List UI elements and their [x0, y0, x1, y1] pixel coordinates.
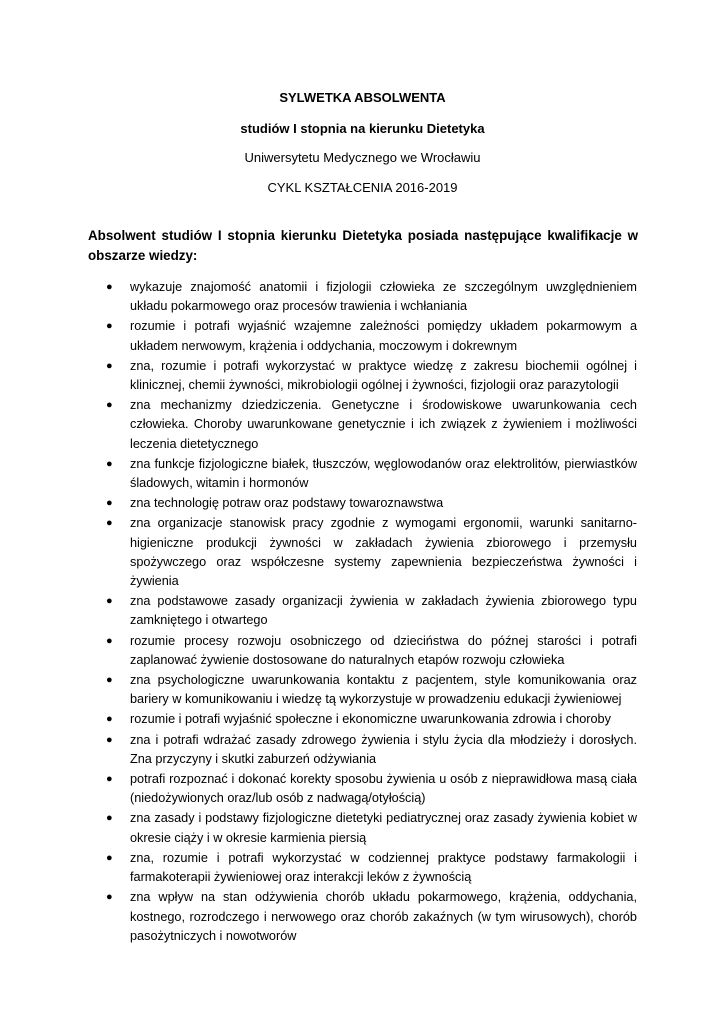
bullet-icon: ●	[106, 812, 113, 825]
list-item-text: zna wpływ na stan odżywienia chorób układu pokarmowego, krążenia, oddychania, kostnego, rozrodczego i nerwowego oraz chorób zakaźnych (w tym wirusowych), chorób pasożytniczych i nowotworów	[130, 890, 637, 943]
list-item-text: zna podstawowe zasady organizacji żywienia w zakładach żywienia zbiorowego typu zamkniętego i otwartego	[130, 594, 637, 628]
list-item	[0, 888, 637, 946]
list-item	[0, 770, 637, 808]
list-item	[0, 632, 637, 670]
list-item	[0, 671, 637, 709]
document-subtitle: studiów I stopnia na kierunku Dietetyka	[240, 121, 485, 136]
list-item-text: rozumie procesy rozwoju osobniczego od dzieciństwa do późnej starości i potrafi zaplanować żywienie dostosowane do naturalnych etapów rozwoju człowieka	[130, 633, 637, 667]
list-item-text: zna zasady i podstawy fizjologiczne dietetyki pediatrycznej oraz zasady żywienia kobiet w okresie ciąży i w okresie karmienia piersią	[130, 811, 637, 845]
list-item-text: zna technologię potraw oraz podstawy towaroznawstwa	[130, 496, 444, 511]
list-item	[0, 809, 637, 847]
education-cycle: CYKL KSZTAŁCENIA 2016-2019	[267, 180, 458, 195]
list-item	[0, 455, 637, 493]
bullet-icon: ●	[106, 773, 113, 786]
list-item-text: zna psychologiczne uwarunkowania kontaktu z pacjentem, style komunikowania oraz bariery w komunikowaniu i wiedzę tą wykorzystuje w prowadzeniu edukacji żywieniowej	[130, 673, 637, 707]
bullet-icon: ●	[106, 399, 113, 412]
list-item-text: zna mechanizmy dziedziczenia. Genetyczne i środowiskowe uwarunkowania cech człowieka. Choroby uwarunkowane genetycznie i ich związek z żywieniem i możliwości leczenia dietetycznego	[130, 398, 637, 451]
qualifications-list	[0, 278, 725, 947]
list-item	[0, 396, 637, 454]
list-item-text: zna funkcje fizjologiczne białek, tłuszczów, węglowodanów oraz elektrolitów, pierwiastków śladowych, witamin i hormonów	[130, 456, 637, 491]
list-item	[0, 317, 637, 355]
list-item	[0, 592, 637, 630]
bullet-icon: ●	[106, 517, 113, 530]
bullet-icon: ●	[106, 674, 113, 687]
list-item	[0, 357, 637, 395]
list-item	[0, 731, 637, 769]
list-item-text: zna, rozumie i potrafi wykorzystać w codziennej praktyce podstawy farmakologii i farmakoterapii żywieniowej oraz interakcji leków z żywnością	[130, 850, 637, 885]
bullet-icon: ●	[106, 281, 113, 293]
bullet-icon: ●	[106, 359, 113, 372]
document-title: SYLWETKA ABSOLWENTA	[279, 90, 446, 105]
bullet-icon: ●	[106, 713, 113, 726]
list-item	[0, 710, 637, 729]
list-item-text: potrafi rozpoznać i dokonać korekty sposobu żywienia u osób z nieprawidłowa masą ciała (niedożywionych oraz/lub osób z nadwagą/otyłością)	[130, 772, 637, 806]
intro-paragraph: Absolwent studiów I stopnia kierunku Dietetyka posiada następujące kwalifikacje w obszarze wiedzy:	[88, 228, 638, 263]
bullet-icon: ●	[106, 733, 113, 746]
bullet-icon: ●	[106, 891, 113, 904]
bullet-icon: ●	[106, 595, 113, 608]
list-item-text: rozumie i potrafi wyjaśnić społeczne i ekonomiczne uwarunkowania zdrowia i choroby	[130, 712, 611, 727]
bullet-icon: ●	[106, 457, 113, 470]
list-item	[0, 849, 637, 887]
list-item-text: zna i potrafi wdrażać zasady zdrowego żywienia i stylu życia dla młodzieży i dorosłych. Zna przyczyny i skutki zaburzeń odżywiania	[130, 732, 637, 766]
list-item-text: zna organizacje stanowisk pracy zgodnie z wymogami ergonomii, warunki sanitarno-higieniczne produkcji żywności w zakładach żywienia zbiorowego i przemysłu spożywczego oraz współczesne systemy zapewnienia bezpieczeństwa żywności i żywienia	[130, 516, 637, 589]
bullet-icon: ●	[106, 851, 113, 864]
list-item-text: zna, rozumie i potrafi wykorzystać w praktyce wiedzę z zakresu biochemii ogólnej i klinicznej, chemii żywności, mikrobiologii ogólnej i żywności, fizjologii oraz parazytologii	[130, 358, 637, 393]
bullet-icon: ●	[106, 497, 113, 510]
list-item-text: rozumie i potrafi wyjaśnić wzajemne zależności pomiędzy układem pokarmowym a układem nerwowym, krążenia i oddychania, moczowym i dokrewnym	[130, 319, 637, 353]
bullet-icon: ●	[106, 320, 113, 333]
list-item	[0, 278, 637, 316]
list-item-text: wykazuje znajomość anatomii i fizjologii człowieka ze szczególnym uwzględnieniem układu pokarmowego oraz procesów trawienia i wchłaniania	[130, 280, 637, 314]
list-item	[0, 494, 637, 513]
bullet-icon: ●	[106, 634, 113, 647]
list-item	[0, 514, 637, 591]
university-name: Uniwersytetu Medycznego we Wrocławiu	[244, 150, 481, 165]
